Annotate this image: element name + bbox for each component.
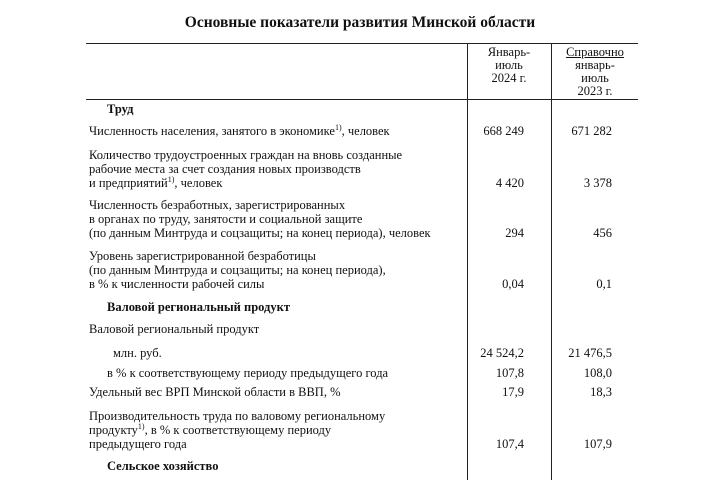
label-line: рабочие места за счет создания новых производств [89, 162, 361, 176]
label-line [89, 176, 463, 190]
column-header-line: Январь- [487, 45, 531, 59]
row-label-vrp-mln-rub: млн. руб. [113, 346, 162, 360]
row-label-unemployment-rate [89, 249, 463, 291]
value-2024-productivity: 107,4 [495, 437, 524, 451]
column-header-2024 [468, 46, 550, 85]
row-label-unemployed [89, 198, 463, 240]
footnote-mark: 1) [167, 174, 175, 184]
label-line: в % к численности рабочей силы [89, 277, 265, 291]
column-header-2023 [552, 46, 638, 98]
label-line: предыдущего года [89, 437, 187, 451]
value-2024-vrp-mln-rub: 24 524,2 [480, 346, 524, 360]
row-label-vrp: Валовой региональный продукт [89, 322, 260, 336]
label-line: Численность безработных, зарегистрированных [89, 198, 346, 212]
label-text: Численность населения, занятого в экономике [89, 124, 335, 138]
value-2023-productivity: 107,9 [583, 437, 612, 451]
value-2024-vrp-share: 17,9 [502, 385, 524, 399]
column-header-line: июль [581, 71, 609, 85]
table-header-rule [86, 99, 638, 100]
column-header-reference: Справочно [566, 45, 624, 59]
column-header-line: июль [495, 58, 523, 72]
value-2024-unemployed: 294 [505, 226, 524, 240]
value-2023-unemployed: 456 [593, 226, 612, 240]
page-title: Основные показатели развития Минской области [184, 14, 536, 31]
label-line: Количество трудоустроенных граждан на вновь созданные [89, 148, 403, 162]
label-text: , человек [174, 176, 223, 190]
value-2024-employed: 668 249 [483, 124, 524, 138]
value-2024-vrp-percent: 107,8 [495, 366, 524, 380]
value-2024-new-jobs: 4 420 [495, 176, 524, 190]
label-text: , человек [341, 124, 390, 138]
footnote-mark: 1) [137, 421, 145, 431]
label-line: (по данным Минтруда и соцзащиты; на конец периода), [89, 263, 386, 277]
value-2023-employed: 671 282 [571, 124, 612, 138]
value-2023-vrp-mln-rub: 21 476,5 [568, 346, 612, 360]
label-line: Производительность труда по валовому региональному [89, 409, 386, 423]
value-2023-vrp-percent: 108,0 [583, 366, 612, 380]
section-heading-trud: Труд [107, 102, 134, 116]
row-label-vrp-share: Удельный вес ВРП Минской области в ВВП, % [89, 385, 341, 399]
label-text: и предприятий [89, 176, 168, 190]
label-line: (по данным Минтруда и соцзащиты; на конец периода), человек [89, 226, 431, 240]
value-2023-unemployment-rate: 0,1 [596, 277, 612, 291]
row-label-productivity [89, 409, 463, 451]
section-heading-selhoz: Сельское хозяйство [107, 459, 219, 473]
label-line: Уровень зарегистрированной безработицы [89, 249, 316, 263]
value-2023-vrp-share: 18,3 [590, 385, 612, 399]
column-header-line: 2023 г. [577, 84, 613, 98]
column-header-line: январь- [575, 58, 615, 72]
footnote-mark: 1) [334, 122, 342, 132]
row-label-vrp-percent: в % к соответствующему периоду предыдущего года [107, 366, 389, 380]
label-text: , в % к соответствующему периоду [144, 423, 332, 437]
value-2024-unemployment-rate: 0,04 [502, 277, 524, 291]
column-divider-2 [551, 43, 552, 480]
column-header-line: 2024 г. [491, 71, 527, 85]
row-label-employed [89, 124, 463, 138]
label-text: продукту [89, 423, 138, 437]
value-2023-new-jobs: 3 378 [583, 176, 612, 190]
label-line: в органах по труду, занятости и социальной защите [89, 212, 363, 226]
label-line [89, 423, 463, 437]
table-top-rule [86, 43, 638, 44]
section-heading-vrp: Валовой региональный продукт [107, 300, 290, 314]
row-label-new-jobs [89, 148, 463, 190]
